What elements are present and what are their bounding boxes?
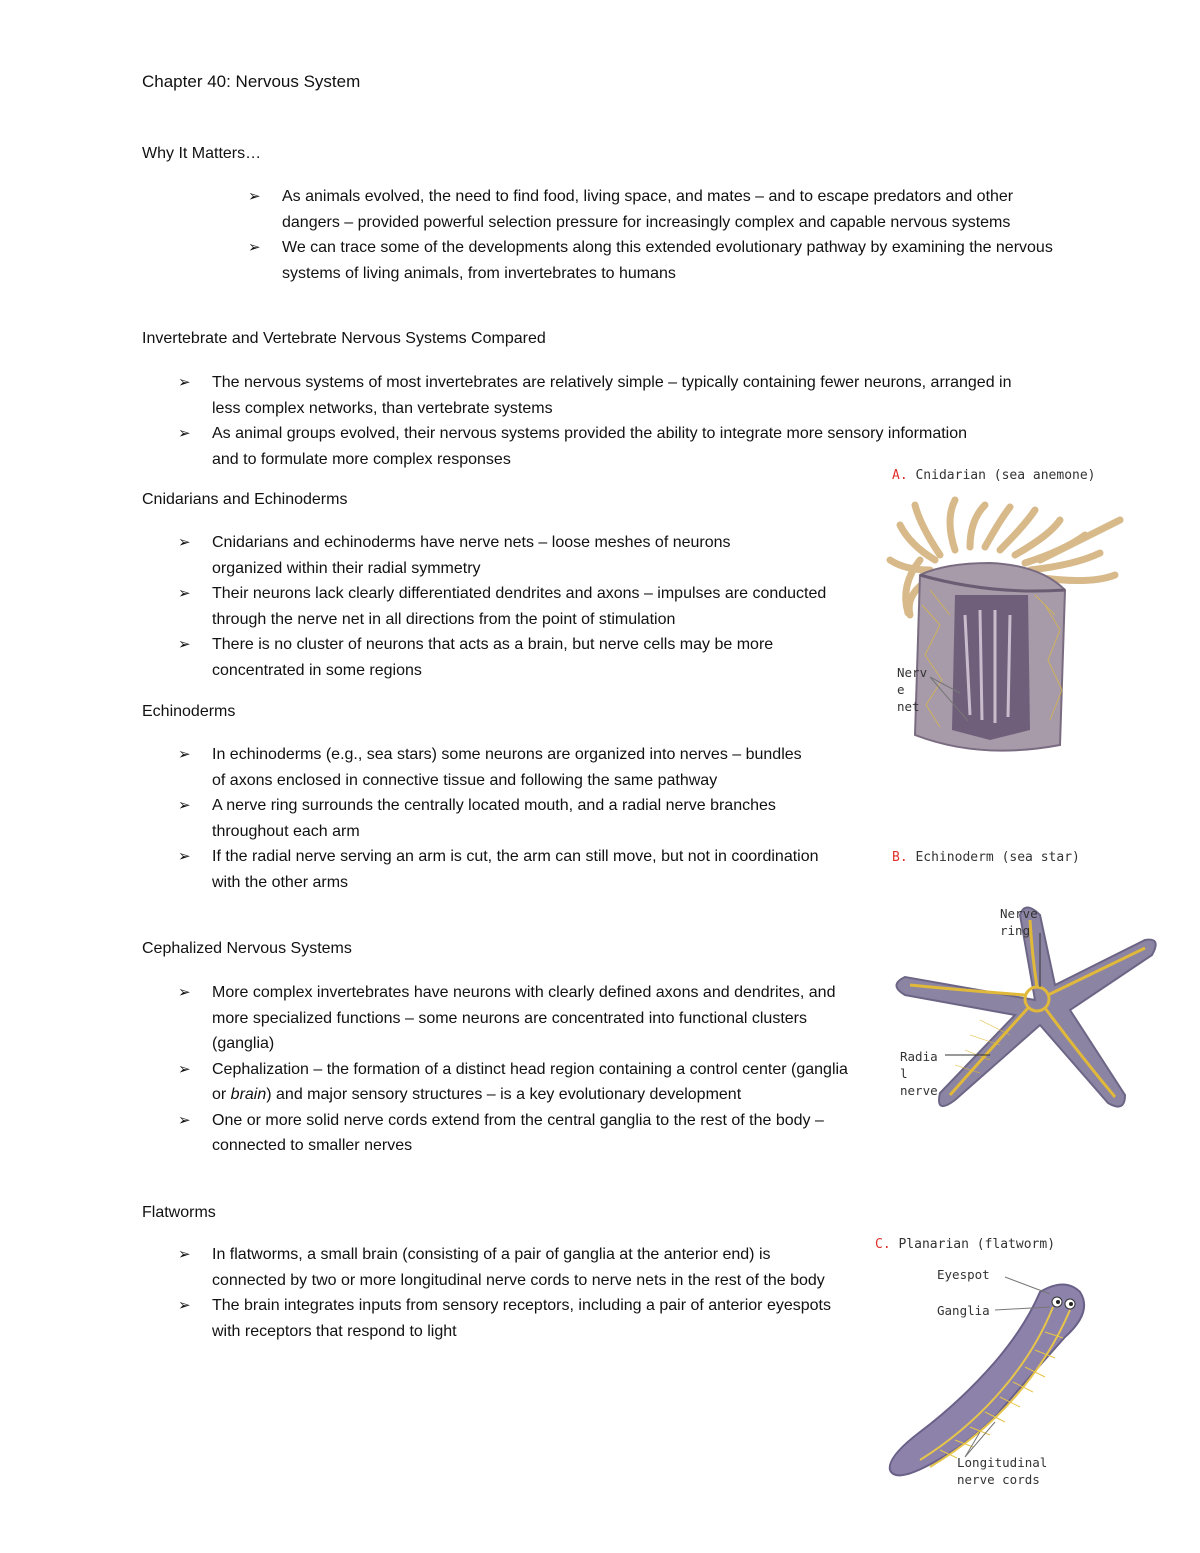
list-item: ➢ As animal groups evolved, their nervous systems provided the ability to integrate more sensory information and to formulate more complex responses	[142, 421, 972, 472]
nerve-net-label: Nerv e net	[897, 665, 928, 714]
heading-flatworms: Flatworms	[142, 1204, 216, 1221]
figure-cnidarian	[860, 465, 1180, 775]
list-cephalized	[142, 980, 852, 1159]
list-item: ➢ A nerve ring surrounds the centrally located mouth, and a radial nerve branches throughout each arm	[142, 793, 842, 844]
figure-planarian	[865, 1232, 1165, 1492]
list-echinoderms	[142, 742, 842, 895]
list-item: ➢ In flatworms, a small brain (consisting of a pair of ganglia at the anterior end) is connected by two or more longitudinal nerve cords to nerve nets in the rest of the body	[142, 1242, 842, 1293]
list-item: ➢ Cnidarians and echinoderms have nerve nets – loose meshes of neurons organized within their radial symmetry	[142, 530, 772, 581]
bullet-arrow-icon: ➢	[178, 636, 191, 653]
heading-echinoderms: Echinoderms	[142, 703, 236, 720]
bullet-arrow-icon: ➢	[178, 1297, 191, 1314]
list-cnidarians	[142, 530, 842, 683]
bullet-arrow-icon: ➢	[178, 1060, 191, 1078]
bullet-arrow-icon: ➢	[178, 585, 191, 602]
list-item: ➢ The nervous systems of most invertebrates are relatively simple – typically containing fewer neurons, arranged in less complex networks, than vertebrate systems	[142, 370, 1042, 421]
figure-caption: A. Cnidarian (sea anemone)	[892, 468, 1096, 483]
radial-nerve-label: Radia l nerve	[900, 1049, 938, 1098]
list-item: ➢ There is no cluster of neurons that acts as a brain, but nerve cells may be more concentrated in some regions	[142, 632, 842, 683]
bullet-arrow-icon: ➢	[248, 239, 261, 256]
list-item: ➢ Cephalization – the formation of a distinct head region containing a control center (ganglia or brain) and major sensory structures – is a key evolutionary development	[142, 1057, 852, 1108]
heading-cnidarians: Cnidarians and Echinoderms	[142, 491, 348, 508]
bullet-arrow-icon: ➢	[248, 188, 261, 205]
list-item: ➢ We can trace some of the developments along this extended evolutionary pathway by examining the nervous systems of living animals, from invertebrates to humans	[212, 235, 1062, 286]
planarian-illustration	[865, 1232, 1165, 1492]
list-item: ➢ In echinoderms (e.g., sea stars) some neurons are organized into nerves – bundles of axons enclosed in connective tissue and following the same pathway	[142, 742, 802, 793]
list-item: ➢ Their neurons lack clearly differentiated dendrites and axons – impulses are conducted through the nerve net in all directions from the point of stimulation	[142, 581, 842, 632]
bullet-arrow-icon: ➢	[178, 374, 191, 391]
longitudinal-nerve-cords-label: Longitudinal nerve cords	[957, 1455, 1048, 1487]
list-compared	[142, 370, 1042, 472]
heading-cephalized: Cephalized Nervous Systems	[142, 940, 352, 957]
bullet-arrow-icon: ➢	[178, 534, 191, 551]
sea-anemone-illustration	[860, 465, 1180, 775]
heading-compared: Invertebrate and Vertebrate Nervous Systems Compared	[142, 330, 546, 347]
heading-why-it-matters: Why It Matters…	[142, 145, 262, 162]
list-flatworms	[142, 1242, 842, 1344]
bullet-arrow-icon: ➢	[178, 1246, 191, 1263]
list-item: ➢ As animals evolved, the need to find food, living space, and mates – and to escape predators and other dangers – provided powerful selection pressure for increasingly complex and capable nervous systems	[212, 184, 1062, 235]
figure-caption: B. Echinoderm (sea star)	[892, 850, 1080, 865]
bullet-arrow-icon: ➢	[178, 984, 191, 1001]
ganglia-label: Ganglia	[937, 1303, 990, 1318]
list-item: ➢ More complex invertebrates have neurons with clearly defined axons and dendrites, and more specialized functions – some neurons are concentrated into functional clusters (ganglia)	[142, 980, 852, 1057]
figure-caption: C. Planarian (flatworm)	[875, 1237, 1056, 1252]
bullet-arrow-icon: ➢	[178, 797, 191, 814]
nerve-ring-label: Nerve ring	[1000, 906, 1038, 938]
figure-echinoderm	[870, 845, 1170, 1125]
bullet-arrow-icon: ➢	[178, 1111, 191, 1129]
list-item: ➢ If the radial nerve serving an arm is cut, the arm can still move, but not in coordination with the other arms	[142, 844, 832, 895]
bullet-arrow-icon: ➢	[178, 848, 191, 865]
list-why-it-matters	[212, 184, 1062, 286]
bullet-arrow-icon: ➢	[178, 425, 191, 442]
list-item: ➢ One or more solid nerve cords extend from the central ganglia to the rest of the body – connected to smaller nerves	[142, 1108, 852, 1159]
list-item: ➢ The brain integrates inputs from sensory receptors, including a pair of anterior eyespots with receptors that respond to light	[142, 1293, 832, 1344]
page-title: Chapter 40: Nervous System	[142, 72, 361, 91]
eyespot-label: Eyespot	[937, 1267, 990, 1282]
bullet-arrow-icon: ➢	[178, 746, 191, 763]
